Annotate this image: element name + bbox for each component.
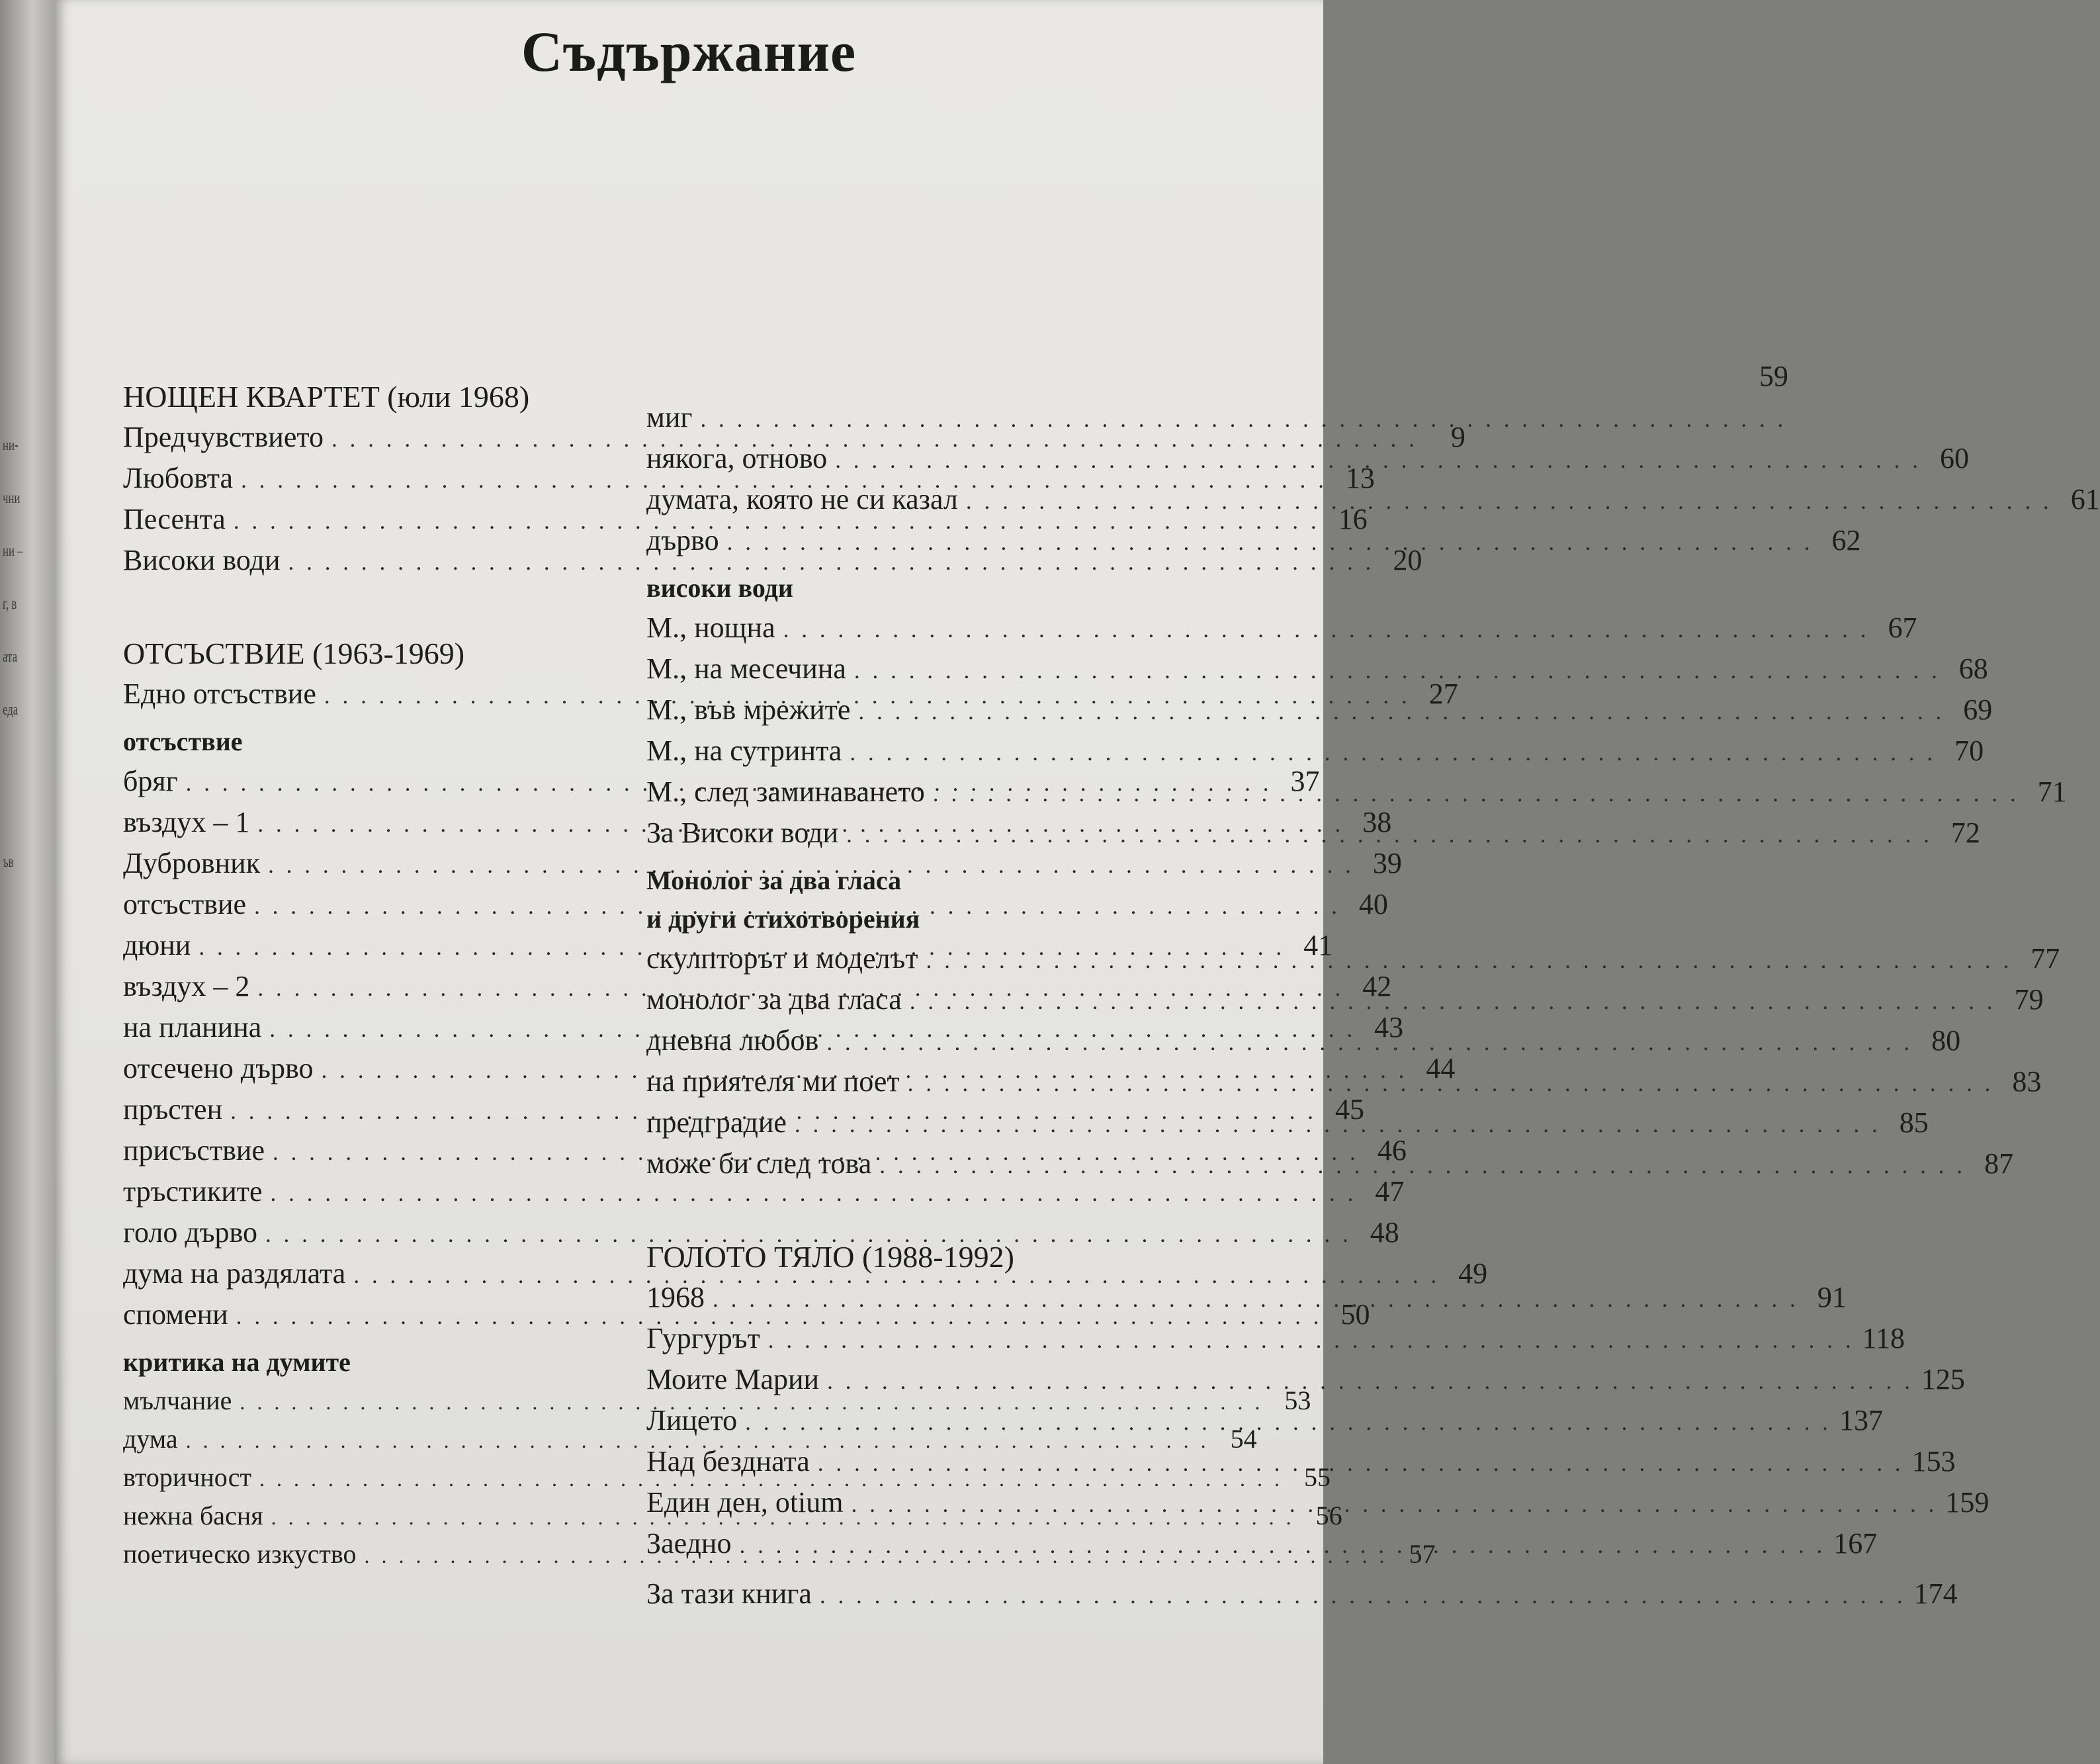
toc-entry-title: Високи води	[123, 544, 281, 576]
toc-entry-title: въздух – 2	[123, 970, 250, 1002]
toc-entry-title: 1968	[646, 1281, 705, 1313]
toc-entry	[123, 1171, 1405, 1212]
toc-entry	[123, 1212, 1399, 1253]
toc-page-number: 62	[1831, 524, 1861, 556]
toc-entry	[646, 1573, 1958, 1614]
toc-entry-title: Едно отсъствие	[123, 678, 316, 710]
toc-entry-title: Песента	[123, 503, 226, 535]
toc-page-number: 59	[1759, 360, 1788, 392]
adjacent-page-text-fragment: еда	[3, 701, 19, 719]
toc-entry	[646, 356, 1788, 397]
toc-leader-dots	[820, 1575, 1906, 1616]
toc-section-heading: ГОЛОТО ТЯЛО (1988-1992)	[646, 1240, 1014, 1274]
toc-page-number: 167	[1833, 1527, 1878, 1560]
toc-page-number: 85	[1899, 1106, 1929, 1139]
toc-entry-title: пръстен	[123, 1093, 223, 1125]
toc-leader-dots	[858, 691, 1945, 732]
toc-page-number: 37	[1290, 765, 1320, 797]
toc-page-number: 48	[1370, 1216, 1399, 1249]
toc-entry-title: М., във мрежите	[646, 693, 851, 726]
toc-entry-title: въздух – 1	[123, 806, 250, 838]
toc-section-heading: ОТСЪСТВИЕ (1963-1969)	[123, 637, 465, 670]
toc-entry-title: дюни	[123, 929, 191, 961]
toc-entry-title: скулпторът и моделът	[646, 942, 918, 975]
toc-page-number: 20	[1393, 544, 1422, 576]
toc-leader-dots	[727, 522, 1814, 563]
adjacent-page-text-fragment: ни-	[3, 437, 19, 454]
toc-page-number: 50	[1340, 1298, 1370, 1331]
adjacent-page-strip	[0, 0, 54, 1764]
toc-page-number: 91	[1817, 1281, 1847, 1313]
toc-entry-title: За Високи води	[646, 816, 839, 849]
toc-page-number: 42	[1362, 970, 1392, 1002]
toc-entry-title: може би след това	[646, 1147, 872, 1180]
toc-entry-title: спомени	[123, 1298, 228, 1331]
adjacent-page-text-fragment: ъв	[3, 854, 14, 871]
toc-page-number: 68	[1958, 652, 1988, 685]
toc-page-number: 55	[1304, 1462, 1331, 1492]
toc-page-number: 46	[1377, 1134, 1407, 1167]
toc-entry-title: мълчание	[123, 1386, 232, 1415]
toc-page-number: 53	[1284, 1386, 1311, 1415]
toc-entry-title: на планина	[123, 1011, 262, 1043]
adjacent-page-text-fragment: ата	[3, 648, 18, 666]
toc-leader-dots	[827, 1361, 1913, 1402]
toc-leader-dots	[818, 1443, 1904, 1484]
toc-section-heading: НОЩЕН КВАРТЕТ (юли 1968)	[123, 380, 530, 414]
book-page	[54, 0, 2100, 1764]
toc-leader-dots	[933, 773, 2019, 815]
toc-page-number: 44	[1426, 1052, 1456, 1084]
toc-page-number: 61	[2070, 483, 2100, 515]
toc-entry-title: присъствие	[123, 1134, 265, 1167]
toc-entry	[646, 1359, 1965, 1400]
adjacent-page-text-fragment: чни	[3, 490, 21, 507]
toc-page-number: 125	[1921, 1363, 1965, 1395]
toc-entry-title: монолог за два гласа	[646, 983, 902, 1016]
toc-leader-dots	[713, 1279, 1799, 1320]
toc-entry-title: Дубровник	[123, 847, 261, 879]
toc-page-number: 67	[1888, 611, 1917, 644]
toc-subsection-heading: критика на думите	[123, 1347, 351, 1377]
toc-page-number: 80	[1931, 1024, 1961, 1057]
toc-leader-dots	[908, 1063, 1994, 1104]
toc-entry-title: Един ден, otium	[646, 1486, 844, 1519]
toc-entry	[646, 607, 1917, 648]
toc-page-number: 71	[2037, 775, 2067, 808]
toc-page-number: 159	[1945, 1486, 1990, 1519]
toc-page-number: 13	[1345, 462, 1375, 494]
toc-entry	[646, 730, 1984, 772]
toc-entry-title: думата, която не си казал	[646, 483, 958, 515]
toc-entry-title: вторичност	[123, 1462, 252, 1492]
toc-entry-title: голо дърво	[123, 1216, 257, 1249]
toc-leader-dots	[852, 1484, 1938, 1525]
toc-leader-dots	[826, 1022, 1913, 1063]
toc-page-number: 41	[1303, 929, 1333, 961]
toc-entry-title: отсечено дърво	[123, 1052, 314, 1084]
toc-leader-dots	[745, 1402, 1831, 1443]
page-title: Съдържание	[521, 20, 857, 83]
toc-entry	[646, 648, 1988, 689]
toc-entry-title: Заедно	[646, 1527, 732, 1560]
toc-page-number: 9	[1450, 421, 1466, 453]
toc-leader-dots	[910, 981, 1996, 1022]
toc-page-number: 137	[1839, 1404, 1883, 1436]
toc-page-number: 49	[1458, 1257, 1488, 1290]
toc-subsection-heading: Монолог за два гласа	[646, 865, 902, 895]
toc-page-number: 57	[1409, 1539, 1436, 1569]
toc-entry-title: някога, отново	[646, 442, 828, 474]
toc-entry-title: дума	[123, 1424, 178, 1454]
toc-leader-dots	[768, 1320, 1855, 1361]
toc-page-number: 40	[1358, 888, 1388, 920]
toc-page-number: 43	[1374, 1011, 1404, 1043]
toc-entry-title: нежна басня	[123, 1501, 263, 1530]
toc-entry-title: на приятеля ми поет	[646, 1065, 900, 1098]
toc-page-number: 69	[1963, 693, 1993, 726]
toc-leader-dots	[966, 481, 2052, 522]
toc-leader-dots	[850, 732, 1936, 773]
toc-page-number: 77	[2031, 942, 2060, 975]
toc-entry-title: отсъствие	[123, 888, 247, 920]
toc-entry-title: миг	[646, 401, 693, 433]
toc-page-number: 54	[1230, 1424, 1257, 1454]
toc-leader-dots	[835, 440, 1921, 481]
toc-page-number: 153	[1911, 1445, 1956, 1477]
toc-entry-title: Лицето	[646, 1404, 738, 1436]
toc-entry	[646, 1318, 1905, 1359]
toc-leader-dots	[700, 399, 1786, 440]
toc-page-number: 83	[2012, 1065, 2042, 1098]
toc-page-number: 87	[1984, 1147, 2014, 1180]
toc-entry-title: Гургурът	[646, 1322, 760, 1354]
toc-page-number: 56	[1315, 1501, 1342, 1530]
toc-entry-title: За тази книга	[646, 1577, 812, 1610]
toc-entry-title: бряг	[123, 765, 178, 797]
toc-page-number: 38	[1362, 806, 1392, 838]
toc-entry-title: Над бездната	[646, 1445, 810, 1477]
toc-entry-title: поетическо изкуство	[123, 1539, 357, 1569]
toc-entry-title: Моите Марии	[646, 1363, 820, 1395]
toc-page-number: 45	[1334, 1093, 1364, 1125]
toc-entry-title: Любовта	[123, 462, 234, 494]
toc-entry-title: М., на месечина	[646, 652, 846, 685]
toc-page-number: 72	[1950, 816, 1980, 849]
toc-entry-title: предградие	[646, 1106, 787, 1139]
toc-entry-title: М., нощна	[646, 611, 775, 644]
toc-entry-title: М., след заминаването	[646, 775, 925, 808]
toc-entry-title: тръстиките	[123, 1175, 263, 1208]
adjacent-page-text-fragment: ни –	[3, 543, 23, 560]
toc-leader-dots	[739, 1525, 1825, 1566]
toc-leader-dots	[783, 609, 1870, 650]
toc-leader-dots	[926, 940, 2012, 981]
adjacent-page-text-fragment: г, в	[3, 595, 17, 613]
toc-entry-title: Предчувствието	[123, 421, 324, 453]
toc-leader-dots	[879, 1145, 1966, 1186]
toc-leader-dots	[795, 1104, 1881, 1145]
toc-subsection-heading: отсъствие	[123, 727, 243, 756]
toc-page-number: 47	[1375, 1175, 1405, 1208]
toc-subsection-heading: и други стихотворения	[646, 904, 920, 934]
toc-page-number: 39	[1372, 847, 1402, 879]
toc-page-number: 27	[1428, 678, 1458, 710]
toc-entry-title: дума на раздялата	[123, 1257, 346, 1290]
toc-entry-title: М., на сутринта	[646, 734, 842, 767]
toc-leader-dots	[854, 650, 1941, 691]
toc-entry-title: дърво	[646, 524, 719, 556]
toc-subsection-heading: високи води	[646, 573, 793, 603]
toc-page-number: 16	[1338, 503, 1368, 535]
toc-page-number: 174	[1913, 1577, 1958, 1610]
toc-page-number: 79	[2014, 983, 2044, 1016]
toc-page-number: 70	[1954, 734, 1984, 767]
toc-page-number: 60	[1940, 442, 1970, 474]
toc-entry-title: дневна любов	[646, 1024, 819, 1057]
toc-page-number: 118	[1862, 1322, 1905, 1354]
toc-leader-dots	[846, 815, 1933, 856]
toc-entry	[646, 397, 1225, 438]
